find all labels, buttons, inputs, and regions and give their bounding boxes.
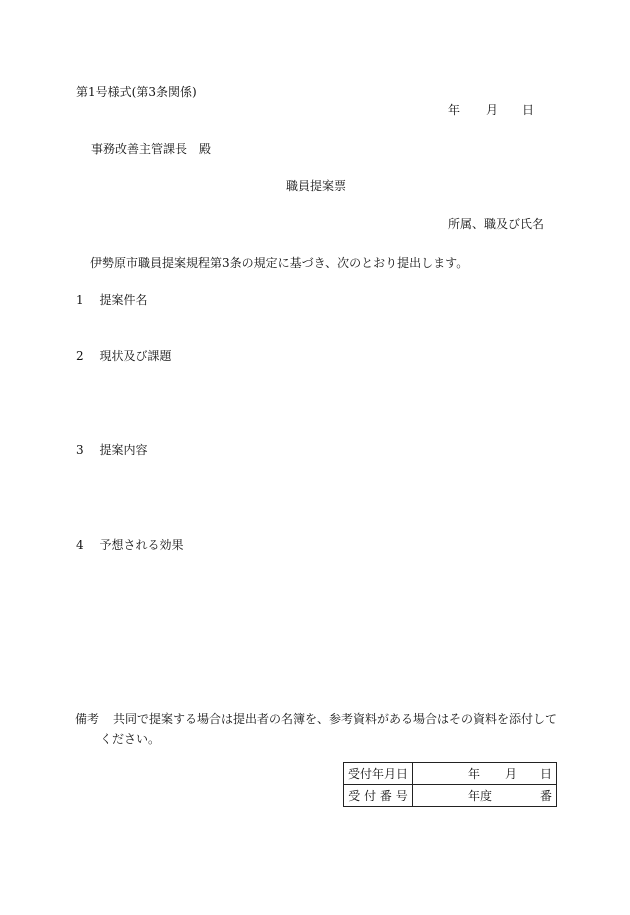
section-label: 現状及び課題 — [99, 349, 172, 363]
section-label: 予想される効果 — [99, 538, 184, 552]
remarks-text-1: 共同で提案する場合は提出者の名簿を、参考資料がある場合はその資料を添付して — [113, 712, 558, 726]
section-expected-effects — [76, 539, 183, 551]
receipt-fiscal-year: 年度 — [468, 789, 493, 803]
receipt-date-label: 受付年月日 — [344, 763, 413, 785]
date-day: 日 — [522, 103, 535, 117]
receipt-number-row — [344, 785, 557, 807]
section-number: 3 — [76, 443, 84, 457]
receipt-date-value — [413, 763, 557, 785]
intro-text: 伊勢原市職員提案規程第3条の規定に基づき、次のとおり提出します。 — [90, 256, 469, 270]
section-proposal-title — [76, 294, 147, 306]
section-proposal-content — [76, 444, 147, 456]
page-title: 職員提案票 — [286, 179, 347, 193]
remarks-text-2: ください。 — [100, 732, 161, 746]
submission-date — [448, 103, 535, 117]
receipt-day: 日 — [540, 767, 553, 781]
remarks-line-1 — [75, 709, 565, 729]
section-label: 提案件名 — [99, 293, 148, 307]
receipt-date-row — [344, 763, 557, 785]
section-number: 4 — [76, 538, 84, 552]
receipt-number-value — [413, 785, 557, 807]
section-number: 2 — [76, 349, 84, 363]
section-label: 提案内容 — [99, 443, 148, 457]
receipt-year: 年 — [468, 767, 481, 781]
receipt-month: 月 — [505, 767, 518, 781]
remarks — [75, 709, 565, 749]
section-current-issues — [76, 350, 171, 362]
receipt-number: 番 — [540, 789, 553, 803]
receipt-table — [343, 762, 557, 807]
date-month: 月 — [486, 103, 499, 117]
form-number: 第1号様式(第3条関係) — [76, 85, 197, 99]
submitter-label: 所属、職及び氏名 — [448, 217, 545, 231]
remarks-label: 備考 — [75, 712, 100, 726]
section-number: 1 — [76, 293, 84, 307]
date-year: 年 — [448, 103, 461, 117]
addressee: 事務改善主管課長 殿 — [91, 142, 212, 156]
receipt-number-label: 受 付 番 号 — [344, 785, 413, 807]
